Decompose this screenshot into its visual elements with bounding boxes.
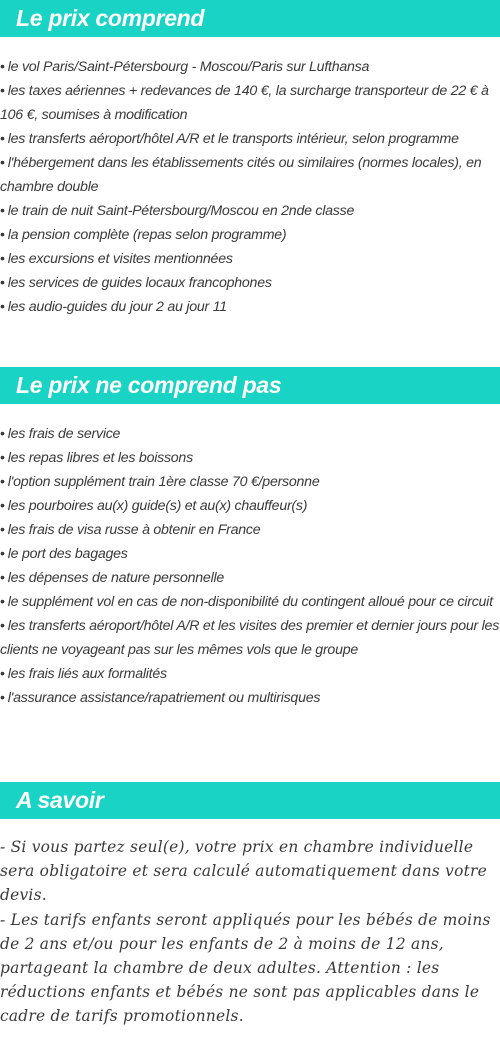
list-item: • les frais liés aux formalités xyxy=(0,666,167,682)
bullet-icon: • xyxy=(0,450,5,466)
list-item: • les audio-guides du jour 2 au jour 11 xyxy=(0,299,227,315)
excludes-section-title: Le prix ne comprend pas xyxy=(0,367,500,404)
bullet-icon: • xyxy=(0,299,5,315)
bullet-icon: • xyxy=(0,690,5,706)
list-item: • les frais de visa russe à obtenir en France xyxy=(0,522,261,538)
info-section-title: A savoir xyxy=(0,782,500,819)
list-item: • les transferts aéroport/hôtel A/R et le transports intérieur, selon programme xyxy=(0,131,459,147)
bullet-icon: • xyxy=(0,546,5,562)
list-item: • le train de nuit Saint-Pétersbourg/Moscou en 2nde classe xyxy=(0,203,355,219)
bullet-icon: • xyxy=(0,498,5,514)
list-item: • les frais de service xyxy=(0,426,121,442)
bullet-icon: • xyxy=(0,251,5,267)
bullet-icon: • xyxy=(0,594,5,610)
info-paragraph: - Si vous partez seul(e), votre prix en chambre individuelle sera obligatoire et sera calculé automatiquement dans votre devis. xyxy=(0,838,488,905)
bullet-icon: • xyxy=(0,522,5,538)
bullet-icon: • xyxy=(0,203,5,219)
list-item: • le supplément vol en cas de non-disponibilité du contingent alloué pour ce circuit xyxy=(0,594,493,610)
bullet-icon: • xyxy=(0,227,5,243)
includes-section-title: Le prix comprend xyxy=(0,0,500,37)
list-item: • le port des bagages xyxy=(0,546,128,562)
list-item: • les dépenses de nature personnelle xyxy=(0,570,225,586)
list-item: • les transferts aéroport/hôtel A/R et les visites des premier et dernier jours pour les clients ne voyageant pas sur les mêmes vols que le groupe xyxy=(0,618,500,658)
bullet-icon: • xyxy=(0,618,5,634)
bullet-icon: • xyxy=(0,275,5,291)
bullet-icon: • xyxy=(0,474,5,490)
bullet-icon: • xyxy=(0,83,5,99)
bullet-icon: • xyxy=(0,570,5,586)
bullet-icon: • xyxy=(0,426,5,442)
bullet-icon: • xyxy=(0,666,5,682)
list-item: • le vol Paris/Saint-Pétersbourg - Moscou/Paris sur Lufthansa xyxy=(0,59,370,75)
list-item: • l'assurance assistance/rapatriement ou multirisques xyxy=(0,690,321,706)
list-item: • les services de guides locaux francophones xyxy=(0,275,272,291)
list-item: • l'hébergement dans les établissements cités ou similaires (normes locales), en chambre double xyxy=(0,155,482,195)
list-item: • la pension complète (repas selon programme) xyxy=(0,227,287,243)
includes-list xyxy=(0,55,500,319)
list-item: • les taxes aériennes + redevances de 140 €, la surcharge transporteur de 22 € à 106 €, soumises à modification xyxy=(0,83,489,123)
bullet-icon: • xyxy=(0,59,5,75)
list-item: • l'option supplément train 1ère classe 70 €/personne xyxy=(0,474,320,490)
list-item: • les pourboires au(x) guide(s) et au(x) chauffeur(s) xyxy=(0,498,308,514)
info-paragraph: - Les tarifs enfants seront appliqués pour les bébés de moins de 2 ans et/ou pour les enfants de 2 à moins de 12 ans, partageant la chambre de deux adultes. Attention : les réductions enfants et bébés ne sont pas applicables dans le cadre de tarifs promotionnels. xyxy=(0,910,491,1026)
excludes-list xyxy=(0,422,500,710)
bullet-icon: • xyxy=(0,131,5,147)
list-item: • les repas libres et les boissons xyxy=(0,450,193,466)
info-text-block xyxy=(0,835,500,1029)
bullet-icon: • xyxy=(0,155,5,171)
list-item: • les excursions et visites mentionnées xyxy=(0,251,233,267)
